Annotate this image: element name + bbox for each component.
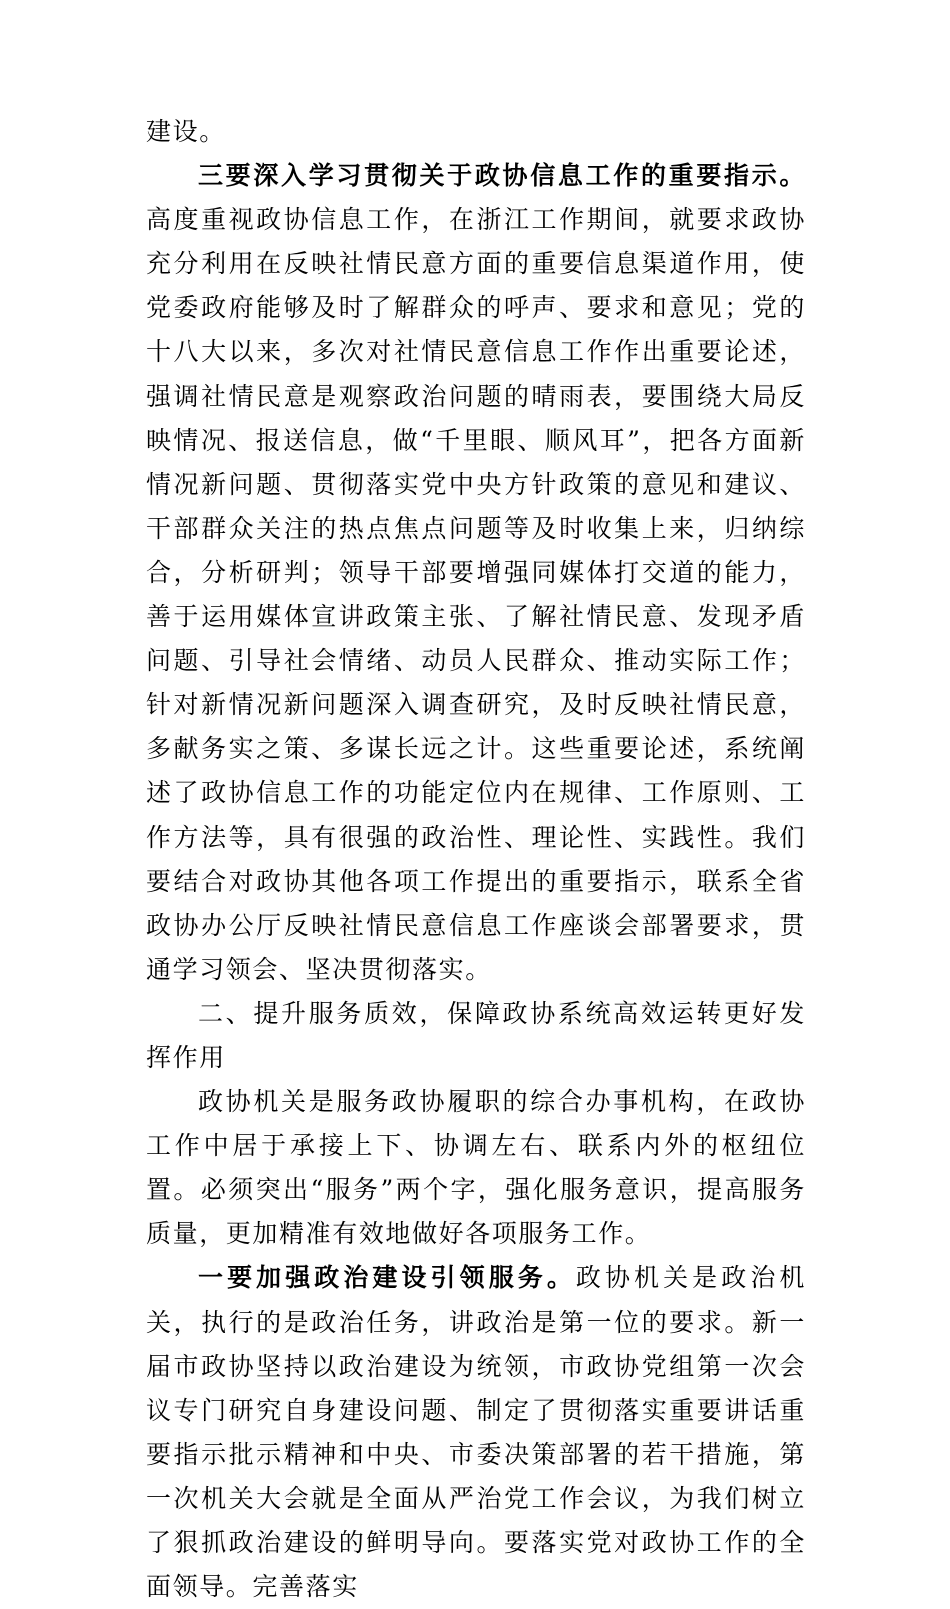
paragraph-one-political bbox=[146, 1256, 806, 1609]
paragraph-lead: 三要深入学习贯彻关于政协信息工作的重要指示。 bbox=[198, 161, 806, 191]
paragraph-text: 高度重视政协信息工作，在浙江工作期间，就要求政协充分利用在反映社情民意方面的重要信息渠道作用，使党委政府能够及时了解群众的呼声、要求和意见；党的十八大以来，多次对社情民意信息工作作出重要论述，强调社情民意是观察政治问题的晴雨表，要围绕大局反映情况、报送信息，做“千里眼、顺风耳”，把各方面新情况新问题、贯彻落实党中央方针政策的意见和建议、干部群众关注的热点焦点问题等及时收集上来，归纳综合，分析研判；领导干部要增强同媒体打交道的能力，善于运用媒体宣讲政策主张、了解社情民意、发现矛盾问题、引导社会情绪、动员人民群众、推动实际工作；针对新情况新问题深入调查研究，及时反映社情民意，多献务实之策、多谋长远之计。这些重要论述，系统阐述了政协信息工作的功能定位内在规律、工作原则、工作方法等，具有很强的政治性、理论性、实践性。我们要结合对政协其他各项工作提出的重要指示，联系全省政协办公厅反映社情民意信息工作座谈会部署要求，贯通学习领会、坚决贯彻落实。 bbox=[146, 205, 806, 984]
paragraph-text: 政协机关是服务政协履职的综合办事机构，在政协工作中居于承接上下、协调左右、联系内外的枢纽位置。必须突出“服务”两个字，强化服务意识，提高服务质量，更加精准有效地做好各项服务工作。 bbox=[146, 1087, 806, 1249]
paragraph-continuation bbox=[146, 110, 806, 154]
document-body bbox=[146, 110, 806, 1609]
paragraph-text: 建设。 bbox=[146, 117, 226, 146]
section-heading bbox=[146, 992, 806, 1080]
paragraph-three-instructions bbox=[146, 154, 806, 992]
paragraph-text: 政协机关是政治机关，执行的是政治任务，讲政治是第一位的要求。新一届市政协坚持以政治建设为统领，市政协党组第一次会议专门研究自身建设问题、制定了贯彻落实重要讲话重要指示批示精神和中央、市委决策部署的若干措施，第一次机关大会就是全面从严治党工作会议，为我们树立了狠抓政治建设的鲜明导向。要落实党对政协工作的全面领导。完善落实 bbox=[146, 1263, 806, 1602]
paragraph-intro bbox=[146, 1080, 806, 1256]
paragraph-lead: 一要加强政治建设引领服务。 bbox=[198, 1263, 576, 1293]
section-heading-text: 二、提升服务质效，保障政协系统高效运转更好发挥作用 bbox=[146, 998, 806, 1072]
